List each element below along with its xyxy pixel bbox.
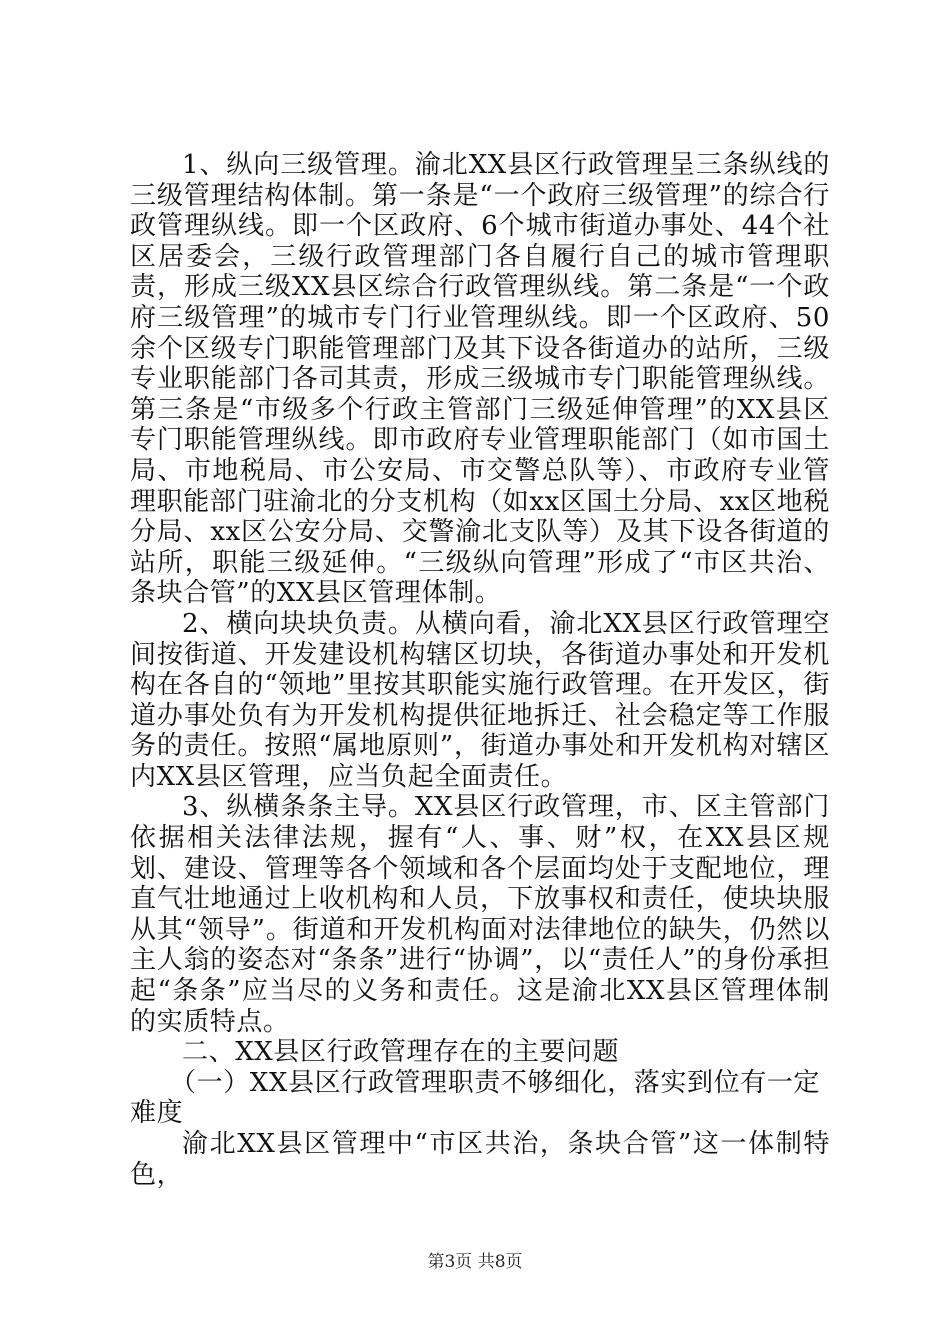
page-footer: 第3页 共8页 <box>427 1252 523 1272</box>
paragraph-line-dominance: 3、纵横条条主导。XX县区行政管理，市、区主管部门依据相关法律法规，握有“人、事、财”权，在XX县区规划、建设、管理等各个领域和各个层面均处于支配地位，理直气壮地通过上收机构和人员，下放事权和责任，使块块服从其“领导”。街道和开发机构面对法律地位的缺失，仍然以主人翁的姿态对“条条”进行“协调”，以“责任人”的身份承担起“条条”应当尽的义务和责任。这是渝北XX县区管理体制的实质特点。 <box>130 792 830 1037</box>
paragraph-vertical-management: 1、纵向三级管理。渝北XX县区行政管理呈三条纵线的三级管理结构体制。第一条是“一个政府三级管理”的综合行政管理纵线。即一个区政府、6个城市街道办事处、44个社区居委会，三级行政管理部门各自履行自己的城市管理职责，形成三级XX县区综合行政管理纵线。第二条是“一个政府三级管理”的城市专门行业管理纵线。即一个区政府、50余个区级专门职能管理部门及其下设各街道办的站所，三级专业职能部门各司其责，形成三级城市专门职能管理纵线。第三条是“市级多个行政主管部门三级延伸管理”的XX县区专门职能管理纵线。即市政府专业管理职能部门（如市国土局、市地税局、市公安局、市交警总队等）、市政府专业管理职能部门驻渝北的分支机构（如xx区国土分局、xx区地税分局、xx区公安分局、交警渝北支队等）及其下设各街道的站所，职能三级延伸。“三级纵向管理”形成了“市区共治、条块合管”的XX县区管理体制。 <box>130 150 830 609</box>
document-body <box>130 150 830 1190</box>
paragraph-continuation: 渝北XX县区管理中“市区共治，条块合管”这一体制特色， <box>130 1129 830 1190</box>
section-heading: 二、XX县区行政管理存在的主要问题 <box>182 1037 620 1068</box>
subsection-heading: （一）XX县区行政管理职责不够细化，落实到位有一定难度 <box>130 1067 821 1129</box>
paragraph-horizontal-responsibility: 2、横向块块负责。从横向看，渝北XX县区行政管理空间按街道、开发建设机构辖区切块，各街道办事处和开发机构在各自的“领地”里按其职能实施行政管理。在开发区，街道办事处负有为开发机构提供征地拆迁、社会稳定等工作服务的责任。按照“属地原则”，街道办事处和开发机构对辖区内XX县区管理，应当负起全面责任。 <box>130 608 830 792</box>
